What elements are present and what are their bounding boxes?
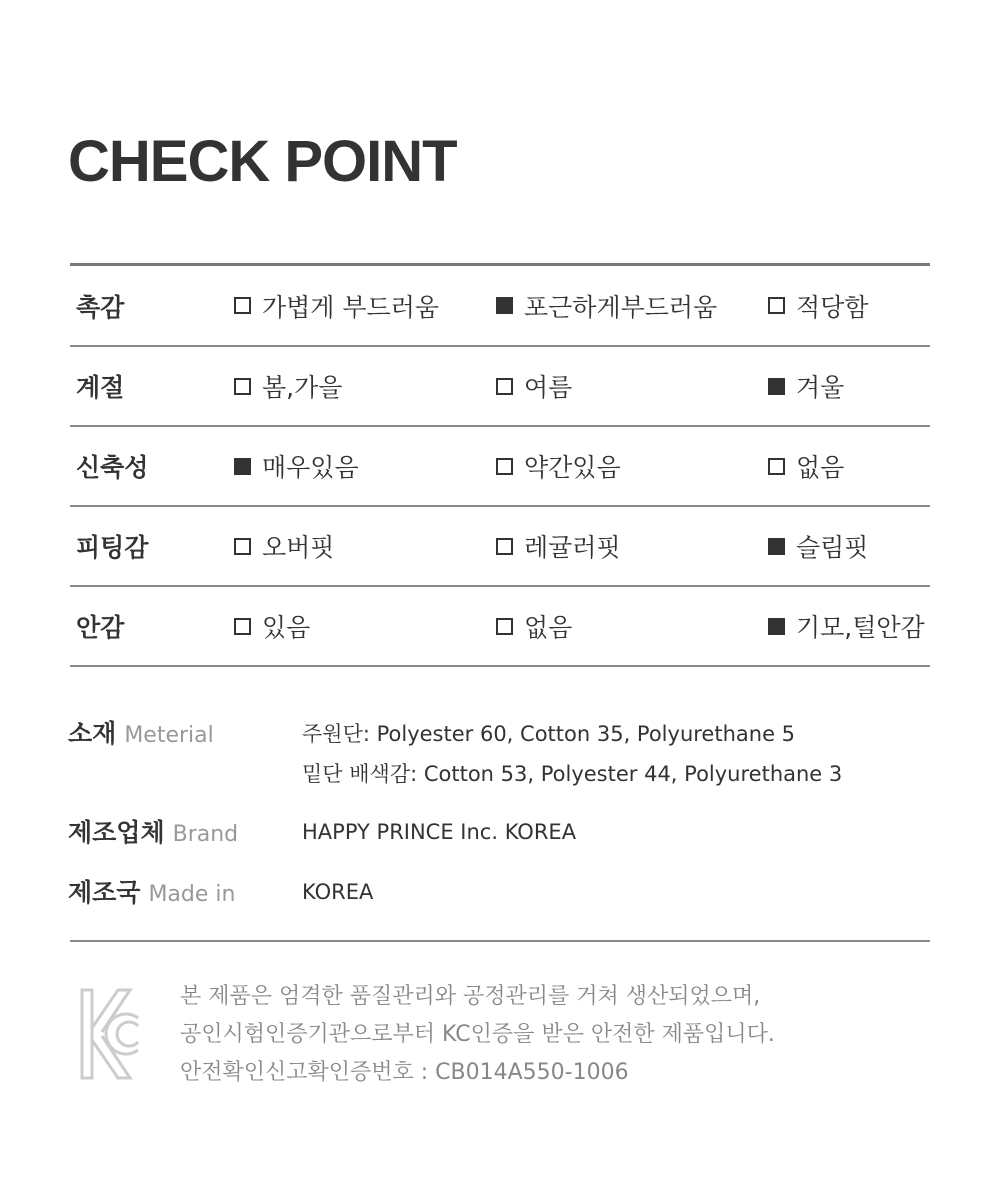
section-divider xyxy=(70,940,930,942)
option-label: 없음 xyxy=(524,613,573,642)
option xyxy=(496,266,717,345)
option xyxy=(768,507,868,585)
row-label: 안감 xyxy=(76,613,125,642)
option xyxy=(234,266,439,345)
option-label: 기모,털안감 xyxy=(796,613,925,642)
checkbox-icon xyxy=(768,297,785,314)
checkbox-icon xyxy=(496,538,513,555)
option xyxy=(234,427,359,505)
option-label: 적당함 xyxy=(796,292,869,322)
option xyxy=(496,587,572,665)
notice-line: 안전확인신고확인증번호 : CB014A550-1006 xyxy=(180,1060,629,1085)
option-label: 레귤러핏 xyxy=(524,533,621,562)
checkbox-icon xyxy=(768,618,785,635)
option-label: 겨울 xyxy=(796,373,845,402)
table-row-season xyxy=(70,347,930,427)
spec-label-ko: 소재 xyxy=(68,719,117,748)
checkbox-icon xyxy=(768,458,785,475)
option xyxy=(768,587,925,665)
option-label: 있음 xyxy=(262,613,311,642)
spec-label xyxy=(68,714,214,750)
option-label: 슬림핏 xyxy=(796,533,869,562)
checkbox-icon xyxy=(496,297,513,314)
kc-certification-icon xyxy=(80,988,142,1080)
option xyxy=(768,427,844,505)
checkbox-icon xyxy=(234,618,251,635)
option xyxy=(496,427,621,505)
checkbox-icon xyxy=(768,378,785,395)
spec-label xyxy=(68,873,235,909)
spec-value: KOREA xyxy=(302,880,374,904)
checkbox-icon xyxy=(234,378,251,395)
table-row-stretch xyxy=(70,427,930,507)
option-label: 가볍게 부드러움 xyxy=(262,292,439,322)
row-label: 피팅감 xyxy=(76,533,149,562)
spec-origin xyxy=(68,873,938,913)
spec-label xyxy=(68,813,238,849)
checkbox-icon xyxy=(496,378,513,395)
option-label: 매우있음 xyxy=(262,453,359,482)
option xyxy=(234,507,334,585)
option-label: 여름 xyxy=(524,373,573,402)
option-label: 오버핏 xyxy=(262,533,335,562)
checkbox-icon xyxy=(234,538,251,555)
option-label: 포근하게부드러움 xyxy=(524,292,718,322)
option xyxy=(496,507,621,585)
table-row-lining xyxy=(70,587,930,667)
row-label: 신축성 xyxy=(76,453,149,482)
option xyxy=(768,266,868,345)
table-row-texture xyxy=(70,266,930,347)
spec-value xyxy=(302,714,842,794)
check-point-table xyxy=(70,263,930,667)
spec-label-en: Meterial xyxy=(124,723,214,748)
spec-label-ko: 제조국 xyxy=(68,878,141,907)
material-hem-fabric: 밑단 배색감: Cotton 53, Polyester 44, Polyurethane 3 xyxy=(302,762,843,786)
option xyxy=(234,347,342,425)
row-label: 계절 xyxy=(76,373,125,402)
checkbox-icon xyxy=(768,538,785,555)
checkbox-icon xyxy=(496,618,513,635)
option xyxy=(496,347,572,425)
kc-notice xyxy=(180,978,775,1092)
notice-line: 본 제품은 엄격한 품질관리와 공정관리를 거쳐 생산되었으며, xyxy=(180,984,761,1009)
material-main-fabric: 주원단: Polyester 60, Cotton 35, Polyurethane 5 xyxy=(302,722,796,746)
row-label: 촉감 xyxy=(76,292,125,322)
spec-label-ko: 제조업체 xyxy=(68,818,165,847)
spec-label-en: Brand xyxy=(172,822,239,847)
option-label: 없음 xyxy=(796,453,845,482)
checkbox-icon xyxy=(234,458,251,475)
option-label: 약간있음 xyxy=(524,453,621,482)
spec-value: HAPPY PRINCE Inc. KOREA xyxy=(302,820,577,844)
option-label: 봄,가을 xyxy=(262,373,343,402)
spec-label-en: Made in xyxy=(148,882,236,907)
spec-material xyxy=(68,714,938,804)
spec-brand xyxy=(68,813,938,853)
table-row-fit xyxy=(70,507,930,587)
checkbox-icon xyxy=(234,297,251,314)
option xyxy=(768,347,844,425)
notice-line: 공인시험인증기관으로부터 KC인증을 받은 안전한 제품입니다. xyxy=(180,1022,775,1047)
page-title: CHECK POINT xyxy=(68,129,457,194)
checkbox-icon xyxy=(496,458,513,475)
option xyxy=(234,587,310,665)
